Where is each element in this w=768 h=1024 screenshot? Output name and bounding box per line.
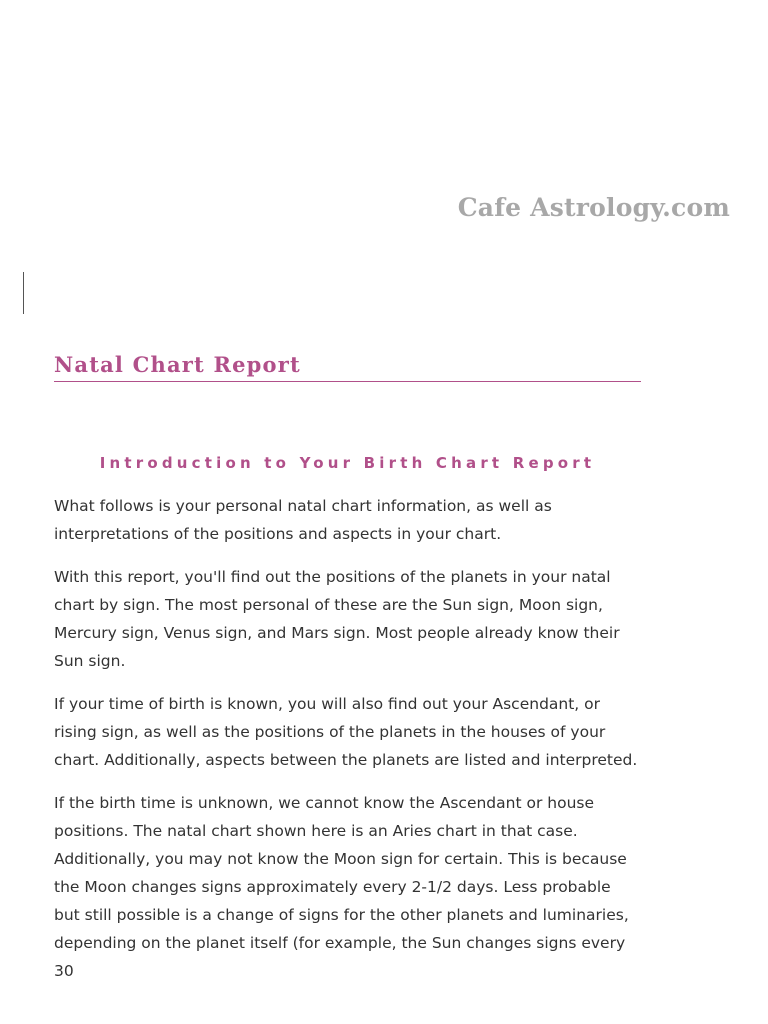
section-heading: Introduction to Your Birth Chart Report	[99, 454, 596, 472]
paragraph-birth-time-known: If your time of birth is known, you will also find out your Ascendant, or rising sign, as well as the positions of the planets in the houses of your chart. Additionally, aspects between the planets are listed and interpreted.	[54, 695, 638, 769]
report-content	[54, 350, 641, 985]
report-title: Natal Chart Report	[54, 350, 641, 382]
paragraph-birth-time-unknown: If the birth time is unknown, we cannot know the Ascendant or house positions. The natal chart shown here is an Aries chart in that case. Additionally, you may not know the Moon sign for certain. This is because the Moon changes signs approximately every 2-1/2 days. Less probable but still possible is a change of signs for the other planets and luminaries, depending on the planet itself (for example, the Sun changes signs every 30	[54, 794, 629, 980]
paragraph-intro: What follows is your personal natal chart information, as well as interpretations of the positions and aspects in your chart.	[54, 497, 552, 543]
paragraph-planet-signs: With this report, you'll find out the positions of the planets in your natal chart by sign. The most personal of these are the Sun sign, Moon sign, Mercury sign, Venus sign, and Mars sign. Most people already know their Sun sign.	[54, 568, 620, 670]
text-cursor-line	[23, 272, 24, 314]
site-logo-text: Cafe Astrology.com	[457, 193, 730, 222]
